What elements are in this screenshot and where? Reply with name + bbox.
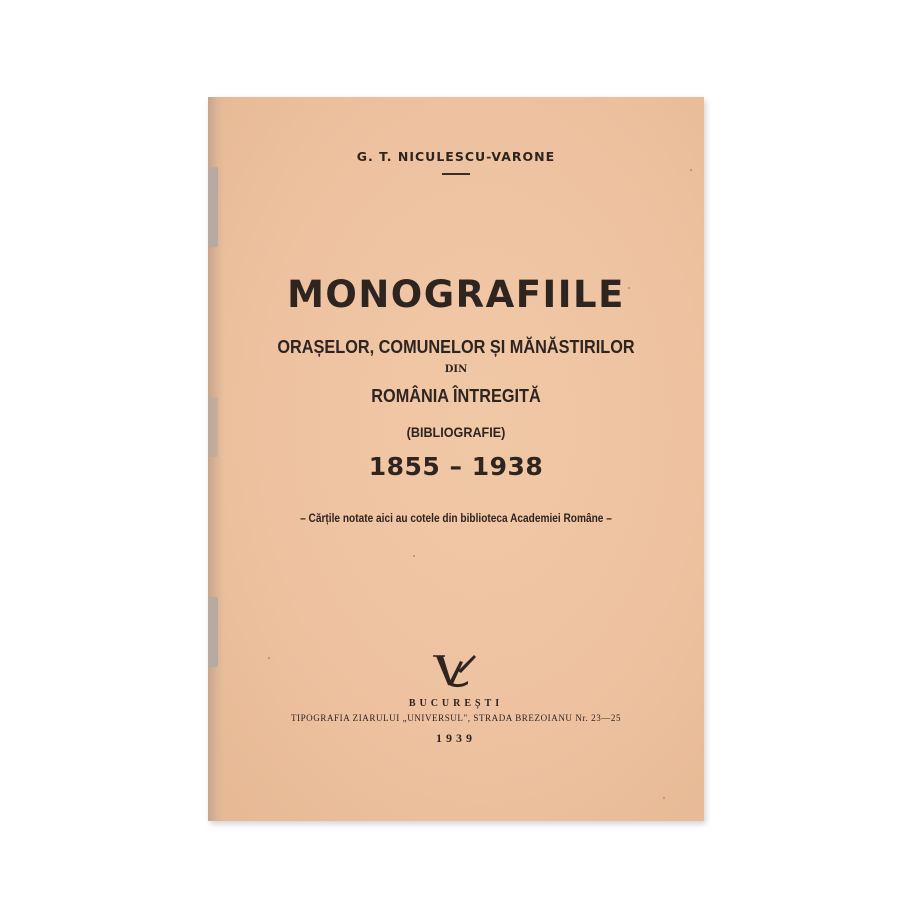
subtitle-din: DIN xyxy=(444,364,468,375)
spine-tape-bottom xyxy=(208,597,218,667)
subtitle-line-1: ORAȘELOR, COMUNELOR ȘI MĂNĂSTIRILOR xyxy=(277,336,635,357)
library-note: – Cărțile notate aici au cotele din biblioteca Academiei Române – xyxy=(300,513,612,525)
subtitle-line-2: ROMÂNIA ÎNTREGITĂ xyxy=(371,385,541,406)
spine-tape-middle xyxy=(208,397,218,457)
publication-year: 1939 xyxy=(436,731,476,745)
paper-speck xyxy=(413,555,415,557)
printer-info: TIPOGRAFIA ZIARULUI „UNIVERSUL", STRADA BREZOIANU Nr. 23—25 xyxy=(290,714,622,724)
book-title: MONOGRAFIILE xyxy=(287,273,625,316)
book-cover xyxy=(208,97,704,821)
spine-tape-top xyxy=(208,167,218,247)
paper-speck xyxy=(628,287,630,289)
author-divider xyxy=(442,173,470,175)
paper-speck xyxy=(690,169,692,171)
paper-speck xyxy=(663,797,665,799)
publication-city: BUCUREȘTI xyxy=(408,698,504,709)
author-name: G. T. NICULESCU-VARONE xyxy=(356,149,556,164)
paper-speck xyxy=(268,657,270,659)
year-range: 1855 – 1938 xyxy=(368,452,544,481)
publisher-logo-icon xyxy=(430,653,478,689)
genre-label: (BIBLIOGRAFIE) xyxy=(406,424,506,440)
